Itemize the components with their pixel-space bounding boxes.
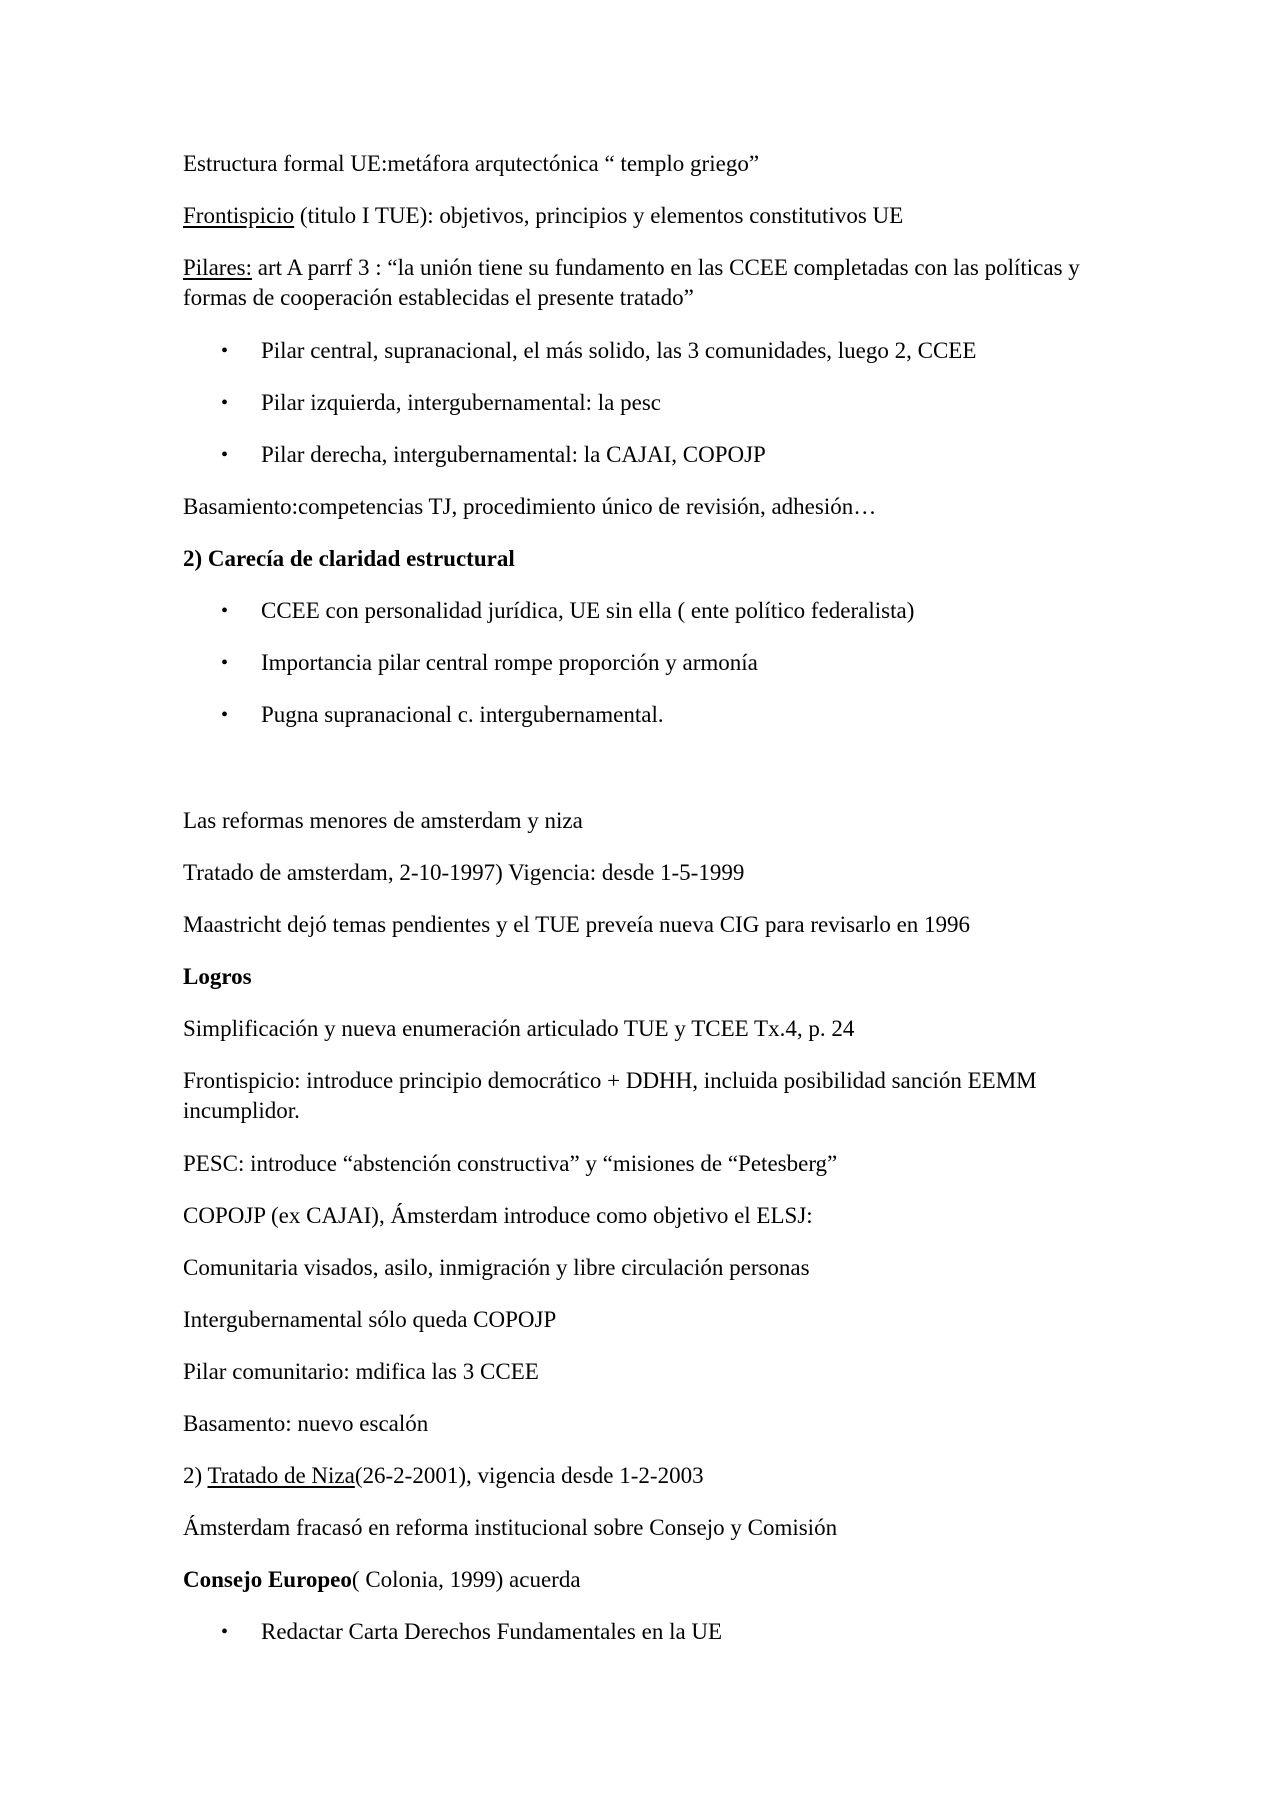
paragraph-copojp: COPOJP (ex CAJAI), Ámsterdam introduce como objetivo el ELSJ:: [183, 1203, 813, 1228]
paragraph-comunitaria: Comunitaria visados, asilo, inmigración y libre circulación personas: [183, 1255, 810, 1280]
paragraph-pilar-comunitario: Pilar comunitario: mdifica las 3 CCEE: [183, 1359, 539, 1384]
consejo-europeo-bold: Consejo Europeo: [183, 1567, 352, 1592]
list-item-text: Pilar derecha, intergubernamental: la CAJAI, COPOJP: [261, 442, 766, 467]
paragraph-frontispicio-introduce: Frontispicio: introduce principio democrático + DDHH, incluida posibilidad sanción EEMM incumplidor.: [183, 1068, 1037, 1123]
paragraph-basamento: Basamento: nuevo escalón: [183, 1411, 429, 1436]
list-item-text: Pilar izquierda, intergubernamental: la pesc: [261, 390, 662, 415]
bullet-icon: •: [221, 704, 229, 726]
consejo-europeo-text: ( Colonia, 1999) acuerda: [351, 1567, 581, 1592]
paragraph-amsterdam-fracaso: Ámsterdam fracasó en reforma institucional sobre Consejo y Comisión: [183, 1515, 838, 1540]
list-item-text: Pilar central, supranacional, el más solido, las 3 comunidades, luego 2, CCEE: [261, 338, 977, 363]
heading-logros: Logros: [183, 964, 252, 989]
bullet-icon: •: [221, 652, 229, 674]
paragraph-intergubernamental: Intergubernamental sólo queda COPOJP: [183, 1307, 557, 1332]
paragraph-consejo-europeo: [183, 1565, 581, 1595]
paragraph-tratado-amsterdam: Tratado de amsterdam, 2-10-1997) Vigencia: desde 1-5-1999: [183, 860, 745, 885]
paragraph-pilares: [183, 253, 1103, 313]
bullet-icon: •: [221, 600, 229, 622]
paragraph-estructura-formal: Estructura formal UE:metáfora arqutectónica “ templo griego”: [183, 151, 760, 176]
niza-prefix: 2): [183, 1463, 208, 1488]
frontispicio-underlined: Frontispicio: [183, 203, 295, 228]
bullet-icon: •: [221, 1621, 229, 1643]
paragraph-tratado-niza: [183, 1461, 704, 1491]
list-item-text: CCEE con personalidad jurídica, UE sin ella ( ente político federalista): [261, 598, 915, 623]
paragraph-basamiento: Basamiento:competencias TJ, procedimiento único de revisión, adhesión…: [183, 494, 877, 519]
niza-text: (26-2-2001), vigencia desde 1-2-2003: [354, 1463, 704, 1488]
heading-claridad-estructural: 2) Carecía de claridad estructural: [183, 546, 515, 571]
bullet-icon: •: [221, 444, 229, 466]
paragraph-pesc: PESC: introduce “abstención constructiva” y “misiones de “Petesberg”: [183, 1151, 838, 1176]
list-item-text: Importancia pilar central rompe proporción y armonía: [261, 650, 758, 675]
pilares-underlined: Pilares:: [183, 255, 252, 280]
paragraph-maastricht: Maastricht dejó temas pendientes y el TUE preveía nueva CIG para revisarlo en 1996: [183, 912, 971, 937]
niza-underlined: Tratado de Niza: [207, 1463, 355, 1488]
pilares-text: art A parrf 3 : “la unión tiene su fundamento en las CCEE completadas con las políticas y formas de cooperación establecidas el presente tratado”: [183, 255, 1080, 310]
paragraph-reformas-menores: Las reformas menores de amsterdam y niza: [183, 808, 583, 833]
frontispicio-text: (titulo I TUE): objetivos, principios y elementos constitutivos UE: [294, 203, 904, 228]
bullet-icon: •: [221, 392, 229, 414]
paragraph-simplificacion: Simplificación y nueva enumeración articulado TUE y TCEE Tx.4, p. 24: [183, 1016, 855, 1041]
list-item-text: Redactar Carta Derechos Fundamentales en la UE: [261, 1619, 723, 1644]
paragraph-frontispicio: [183, 201, 903, 231]
list-item-text: Pugna supranacional c. intergubernamental.: [261, 702, 664, 727]
bullet-icon: •: [221, 340, 229, 362]
